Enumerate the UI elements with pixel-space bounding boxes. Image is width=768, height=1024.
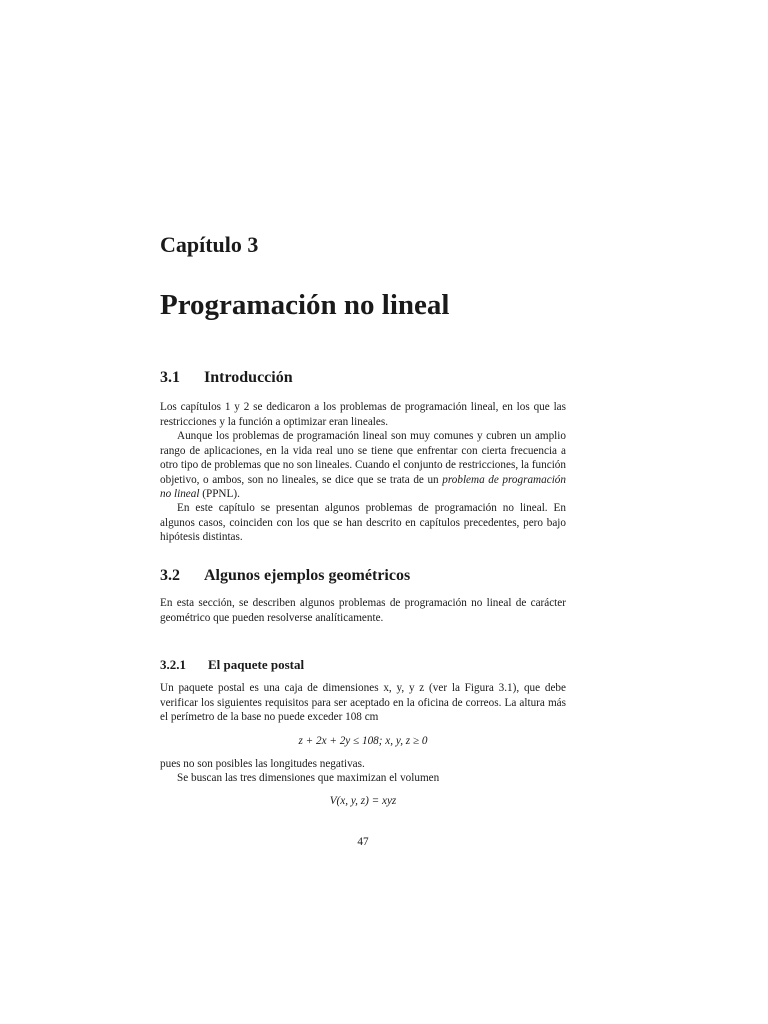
paragraph: En este capítulo se presentan algunos problemas de programación no lineal. En algunos casos, coinciden con los que se han descrito en capítulos precedentes, pero bajo hipótesis distintas. — [160, 502, 566, 543]
emphasis-text: problema de programación no lineal — [160, 473, 566, 500]
equation-text: V(x, y, z) = xyz — [329, 795, 397, 807]
paragraph: En esta sección, se describen algunos problemas de programación no lineal de carácter geométrico que pueden resolverse analíticamente. — [160, 597, 566, 624]
section-heading-3-2 — [160, 565, 410, 587]
chapter-title: Programación no lineal — [160, 289, 450, 321]
page-number: 47 — [357, 836, 369, 848]
document-page — [160, 0, 566, 1024]
subsection-heading-3-2-1 — [160, 656, 304, 674]
equation-text: z + 2x + 2y ≤ 108; x, y, z ≥ 0 — [298, 735, 428, 747]
paragraph-text: (PPNL). — [199, 488, 240, 500]
section-title: Algunos ejemplos geométricos — [204, 567, 411, 584]
subsection-number: 3.2.1 — [160, 657, 186, 672]
subsection-title: El paquete postal — [208, 657, 305, 672]
paragraph: pues no son posibles las longitudes negativas. — [160, 758, 365, 770]
paragraph-text: Aunque los problemas de programación lineal son muy comunes y cubren un amplio rango de aplicaciones, en la vida real uno se tiene que enfrentar con cierta frecuencia a otro tipo de problemas que no son lineales. Cuando el conjunto de restricciones, la función objetivo, o ambos, son no lineales, se dice que se trata de un — [160, 430, 566, 486]
paragraph: Los capítulos 1 y 2 se dedicaron a los problemas de programación lineal, en los que las restricciones y la función a optimizar eran lineales. — [160, 401, 566, 428]
section-number: 3.2 — [160, 567, 180, 584]
section-number: 3.1 — [160, 369, 180, 386]
equation — [160, 734, 566, 749]
paragraph — [160, 429, 566, 502]
equation — [160, 794, 566, 809]
section-heading-3-1 — [160, 367, 293, 389]
section-title: Introducción — [204, 369, 293, 386]
chapter-label: Capítulo 3 — [160, 232, 259, 257]
paragraph: Un paquete postal es una caja de dimensiones x, y, y z (ver la Figura 3.1), que debe verificar los siguientes requisitos para ser aceptado en la oficina de correos. La altura más el perímetro de la base no puede exceder 108 cm — [160, 682, 566, 723]
paragraph: Se buscan las tres dimensiones que maximizan el volumen — [177, 772, 440, 784]
